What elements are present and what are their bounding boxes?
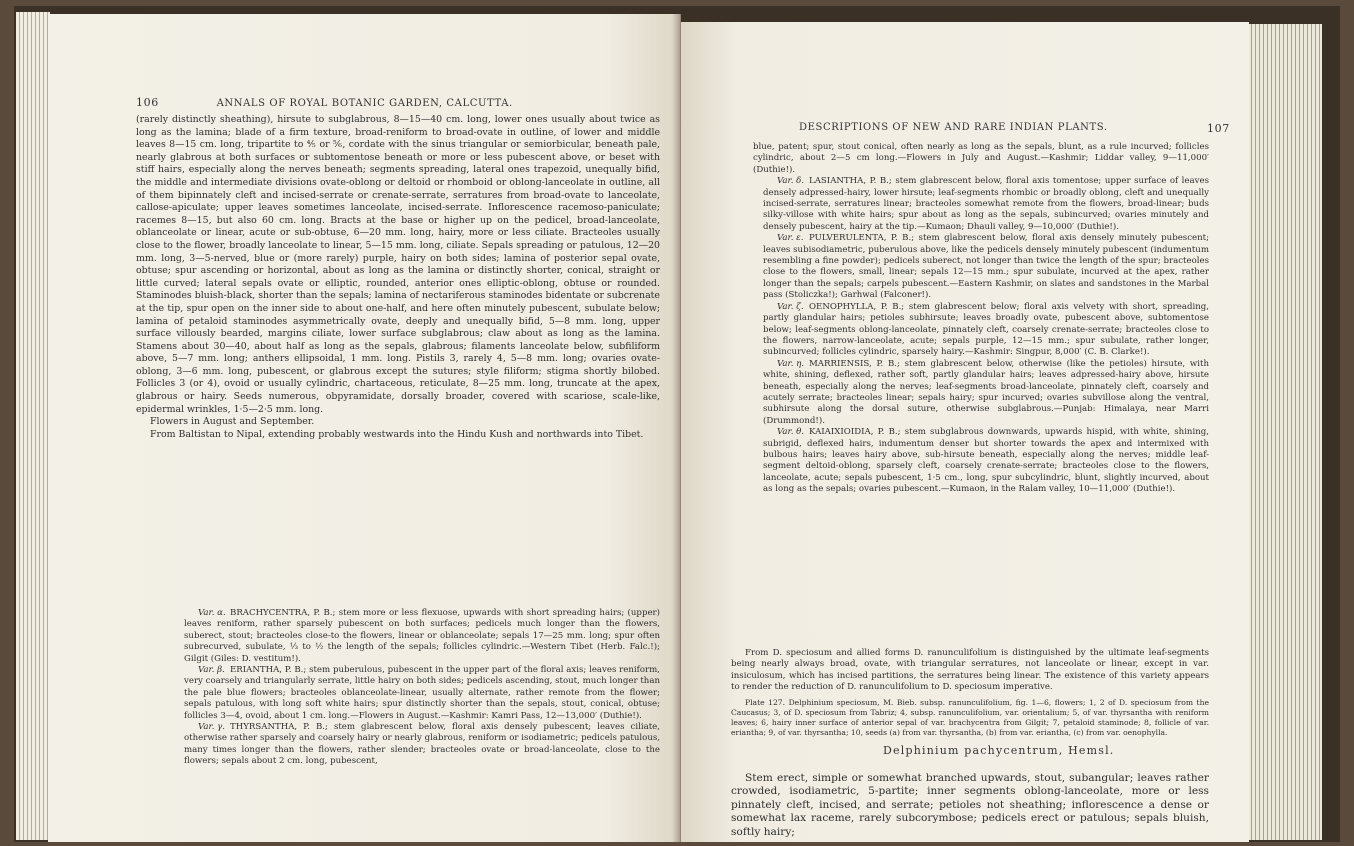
variety-label: Var. ε. — [777, 233, 804, 244]
right-page-number: 107 — [1207, 122, 1230, 135]
right-upper-text — [731, 142, 1209, 496]
variety-label: Var. α. — [198, 608, 226, 618]
variety-label: Var. β. — [198, 665, 225, 676]
variety-item — [731, 233, 1209, 301]
section-text-block — [731, 772, 1209, 839]
right-page-edges — [1248, 24, 1322, 840]
flowering-line: Flowers in August and September. — [150, 416, 315, 428]
description-paragraph: (rarely distinctly sheathing), hirsute to subglabrous, 8—15—40 cm. long, lower ones usually about twice as long as the lamina; blade of a firm texture, broad-reniform to broad-ovate in outline, of lower and middle leaves 8—15 cm. long, tripartite to ⅘ or ⅚, cordate with the sinus triangular or semiorbicular, beneath pale, nearly glabrous at both surfaces or subtomentose beneath or more or less pubescent above, or beset with stiff hairs, especially along the nerves beneath; segments spreading, lateral ones trapezoid, unequally bifid, the middle and intermediate divisions ovate-oblong or deltoid or rhomboid or oblong-lanceolate in outline, all of them bipinnately cleft and incised-serrate or crenate-serrate, serratures from broad-ovate to lanceolate, callose-apiculate; upper leaves sometimes lanceolate, incised-serrate. Inflorescence racemoso-paniculate; racemes 8—15, but also 60 cm. long. Bracts at the base or higher up on the pedicel, broad-lanceolate, oblanceolate or linear, acute or sub-obtuse, 6—20 mm. long, hairy, more or less ciliate. Bracteoles usually close to the flower, broadly lanceolate to linear, 5—15 mm. long, ciliate. Sepals spreading or patulous, 12—20 mm. long, 3—5-nerved, blue or (more rarely) purple, hairy on both sides; lamina of posterior sepal ovate, obtuse; spur ascending or horizontal, about as long as the lamina or distinctly shorter, conical, straight or little curved; lateral sepals ovate or elliptic, rounded, anterior ones elliptic-oblong, obtuse or rounded. Staminodes bluish-black, shorter than the sepals; lamina of nectariferous staminodes bidentate or subcrenate at the tip, spur open on the inner side to about one-half, and here often minutely pubescent, subulate below; lamina of petaloid staminodes asymmetrically ovate, deeply and unequally bifid, 5—8 mm. long, upper surface villously bearded, margins ciliate, lower surface subglabrous; claw about as long as the lamina. Stamens about 30—40, about half as long as the sepals, glabrous; filaments lanceolate below, subfiliform above, 5—7 mm. long; anthers ellipsoidal, 1 mm. long. Pistils 3, rarely 4, 5—8 mm. long; ovaries ovate-oblong, 3—6 mm. long, pubescent, or glabrous except the sutures; style filiform; stigma shortly bilobed. Follicles 3 (or 4), ovoid or usually cylindric, chartaceous, reticulate, 8—25 mm. long, truncate at the apex, glabrous or hairy. Seeds numerous, obpyramidate, dorsally broader, covered with scariose, scale-like, epidermal wrinkles, 1·5—2·5 mm. long. — [136, 114, 660, 415]
variety-item — [731, 176, 1209, 233]
right-running-head: DESCRIPTIONS OF NEW AND RARE INDIAN PLANTS. — [799, 122, 1108, 133]
left-main-text — [136, 114, 660, 441]
left-page-number: 106 — [136, 96, 159, 109]
plate-caption-block — [731, 698, 1209, 738]
variety-item — [731, 359, 1209, 427]
left-page-edges — [16, 12, 50, 840]
variety-text: MARRIENSIS, P. B.; stem glabrescent below, otherwise (like the petioles) hirsute, with white, shining, deflexed, rather soft, partly glandular hairs; leaves adpressed-hairy above, hirsute beneath, especially along the nerves; leaf-segments broad-lanceolate, pinnately cleft, coarsely and acutely serrate; bracteoles linear; sepals hairy; spur incurved; ovaries subvillose along the ventral, subhirsute along the dorsal suture, otherwise subglabrous.—Punjab: Himalaya, near Marri (Drummond!). — [763, 358, 1209, 426]
plate-caption: Plate 127. Delphinium speciosum, M. Bieb. subsp. ranunculifolium, fig. 1—6, flowers; 1, 2 of D. speciosum from the Caucasus; 3, of D. speciosum from Tabriz; 4, subsp. ranunculifolium, var. orientalium; 5, of var. thyrsantha with reniform leaves; 6, hairy inner surface of anterior sepal of var. brachycentra from Gilgit; 7, petaloid staminode; 8, follicle of var. eriantha; 9, of var. thyrsantha; 10, seeds (a) from var. thyrsantha, (b) from var. eriantha, (c) from var. oenophylla. — [731, 698, 1209, 737]
left-running-head: ANNALS OF ROYAL BOTANIC GARDEN, CALCUTTA. — [216, 98, 513, 109]
variety-label: Var. η. — [777, 358, 805, 369]
variety-label: Var. ζ. — [777, 301, 804, 312]
distribution-line: From Baltistan to Nipal, extending probably westwards into the Hindu Kush and northwards into Tibet. — [150, 428, 644, 440]
variety-text: LASIANTHA, P. B.; stem glabrescent below, floral axis tomentose; upper surface of leaves densely adpressed-hairy, lower hirsute; leaf-segments rhombic or broadly oblong, cleft and unequally incised-serrate, serratures linear; bracteoles somewhat remote from the flowers, broad-linear; buds silky-villose with white hairs; spur about as long as the sepals, subincurved; ovaries minutely and densely pubescent, hairy at the tip.—Kumaon; Dhauli valley, 9—10,000′ (Duthie!). — [763, 176, 1209, 232]
variety-text: THYRSANTHA, P. B.; stem glabrescent below, floral axis densely pubescent; leaves ciliate, otherwise rather sparsely and coarsely hairy or nearly glabrous, reniform or isodiametric; pedicels patulous, many times longer than the flowers, rather slender; bracteoles ovate or broad-lanceolate, close to the flowers; sepals about 2 cm. long, pubescent, — [184, 722, 660, 767]
variety-item — [731, 427, 1209, 495]
section-title: Delphinium pachycentrum, Hemsl. — [883, 744, 1115, 757]
variety-text: KAIAIXIOIDIA, P. B.; stem subglabrous downwards, upwards hispid, with white, shining, subrigid, deflexed hairs, indumentum denser but shorter towards the apex and intermixed with bulbous hairs; leaves hairy above, sub-hirsute beneath, especially along the nerves; middle leaf-segment deltoid-oblong, sparsely cleft, coarsely crenate-serrate; bracteoles close to the flowers, lanceolate, acute; sepals pubescent, 1·5 cm., long, spur subcylindric, blunt, slightly incurved, about as long as the sepals; ovaries pubescent.—Kumaon, in the Ralam valley, 10—11,000′ (Duthie!). — [763, 427, 1209, 495]
variety-label: Var. θ. — [777, 427, 805, 438]
variety-text: ERIANTHA, P. B.; stem puberulous, pubescent in the upper part of the floral axis; leaves reniform, very coarsely and triangularly serrate, little hairy on both sides; pedicels ascending, stout, much longer than the pale blue flowers; bracteoles oblanceolate-linear, usually alternate, rather remote from the flower; sepals patulous, with long soft white hairs; spur distinctly shorter than the sepals, stout, conical, obtuse; follicles 3—4, ovoid, about 1 cm. long.—Flowers in August.—Kashmir: Kamri Pass, 12—13,000′ (Duthie!). — [184, 665, 660, 721]
variety-item — [152, 665, 660, 722]
variety-text: BRACHYCENTRA, P. B.; stem more or less flexuose, upwards with short spreading hairs; (upper) leaves reniform, rather sparsely pubescent on both surfaces; pedicels much longer than the flowers, suberect, stout; bracteoles close-to the flowers, linear or oblanceolate; sepals 17—25 mm. long; spur often subrecurved, subulate, ⅓ to ½ the length of the sepals; follicles cylindric.—Western Tibet (Herb. Falc.!); Gilgit (Giles: D. vestitum!). — [184, 608, 660, 664]
variety-item — [152, 722, 660, 768]
left-page — [48, 14, 681, 842]
remark-paragraph: From D. speciosum and allied forms D. ranunculifolium is distinguished by the ultimate leaf-segments being nearly always broad, ovate, with triangular serratures, not lanceolate or linear, except in var. insiculosum, which has incised partitions, the serratures being linear. The existence of this variety appears to render the reduction of D. ranunculifolium to D. speciosum imperative. — [731, 648, 1209, 693]
variety-item — [152, 608, 660, 665]
variety-text: OENOPHYLLA, P. B.; stem glabrescent below; floral axis velvety with short, spreading, partly glandular hairs; petioles subhirsute; leaves broadly ovate, pubescent above, subtomentose below; leaf-segments oblong-lanceolate, pinnately cleft, coarsely crenate-serrate; bracteoles close to the flowers, narrow-lanceolate, acute; sepals purple, 12—15 mm.; spur subulate, rather longer, subincurved; follicles cylindric, sparsely hairy.—Kashmir: Singpur, 8,000′ (C. B. Clarke!). — [763, 301, 1209, 358]
left-varieties — [152, 608, 660, 768]
variety-text: PULVERULENTA, P. B.; stem glabrescent below, floral axis densely minutely pubescent; leaves subisodiametric, puberulous above, like the pedicels densely minutely pubescent (indumentum resembling a fine powder); pedicels suberect, not longer than twice the length of the spur; bracteoles close to the flowers, small, linear; sepals 12—15 mm.; spur subulate, incurved at the apex, rather longer than the sepals; carpels pubescent.—Eastern Kashmir, on slates and sandstones in the Marbal pass (Stoliczka!); Garhwal (Falconer!). — [763, 233, 1209, 301]
remark-paragraph-block — [731, 648, 1209, 694]
variety-item — [731, 302, 1209, 359]
variety-label: Var. γ. — [198, 722, 226, 733]
right-page-header — [723, 122, 1230, 135]
continuation-paragraph: blue, patent; spur, stout conical, often nearly as long as the sepals, blunt, as a rule incurved; follicles cylindric, about 2—5 cm long.—Flowers in July and August.—Kashmir; Liddar valley, 9—11,000′ (Duthie!). — [753, 142, 1209, 175]
left-page-header — [136, 96, 513, 109]
right-page — [681, 22, 1249, 842]
section-text: Stem erect, simple or somewhat branched upwards, stout, subangular; leaves rather crowded, isodiametric, 5-partite; inner segments oblong-lanceolate, more or less pinnately cleft, incised, and serrate; petioles not sheathing; inflorescence a dense or somewhat lax raceme, rarely subcorymbose; pedicels erect or patulous; sepals bluish, softly hairy; — [731, 772, 1209, 838]
variety-label: Var. δ. — [777, 176, 805, 187]
